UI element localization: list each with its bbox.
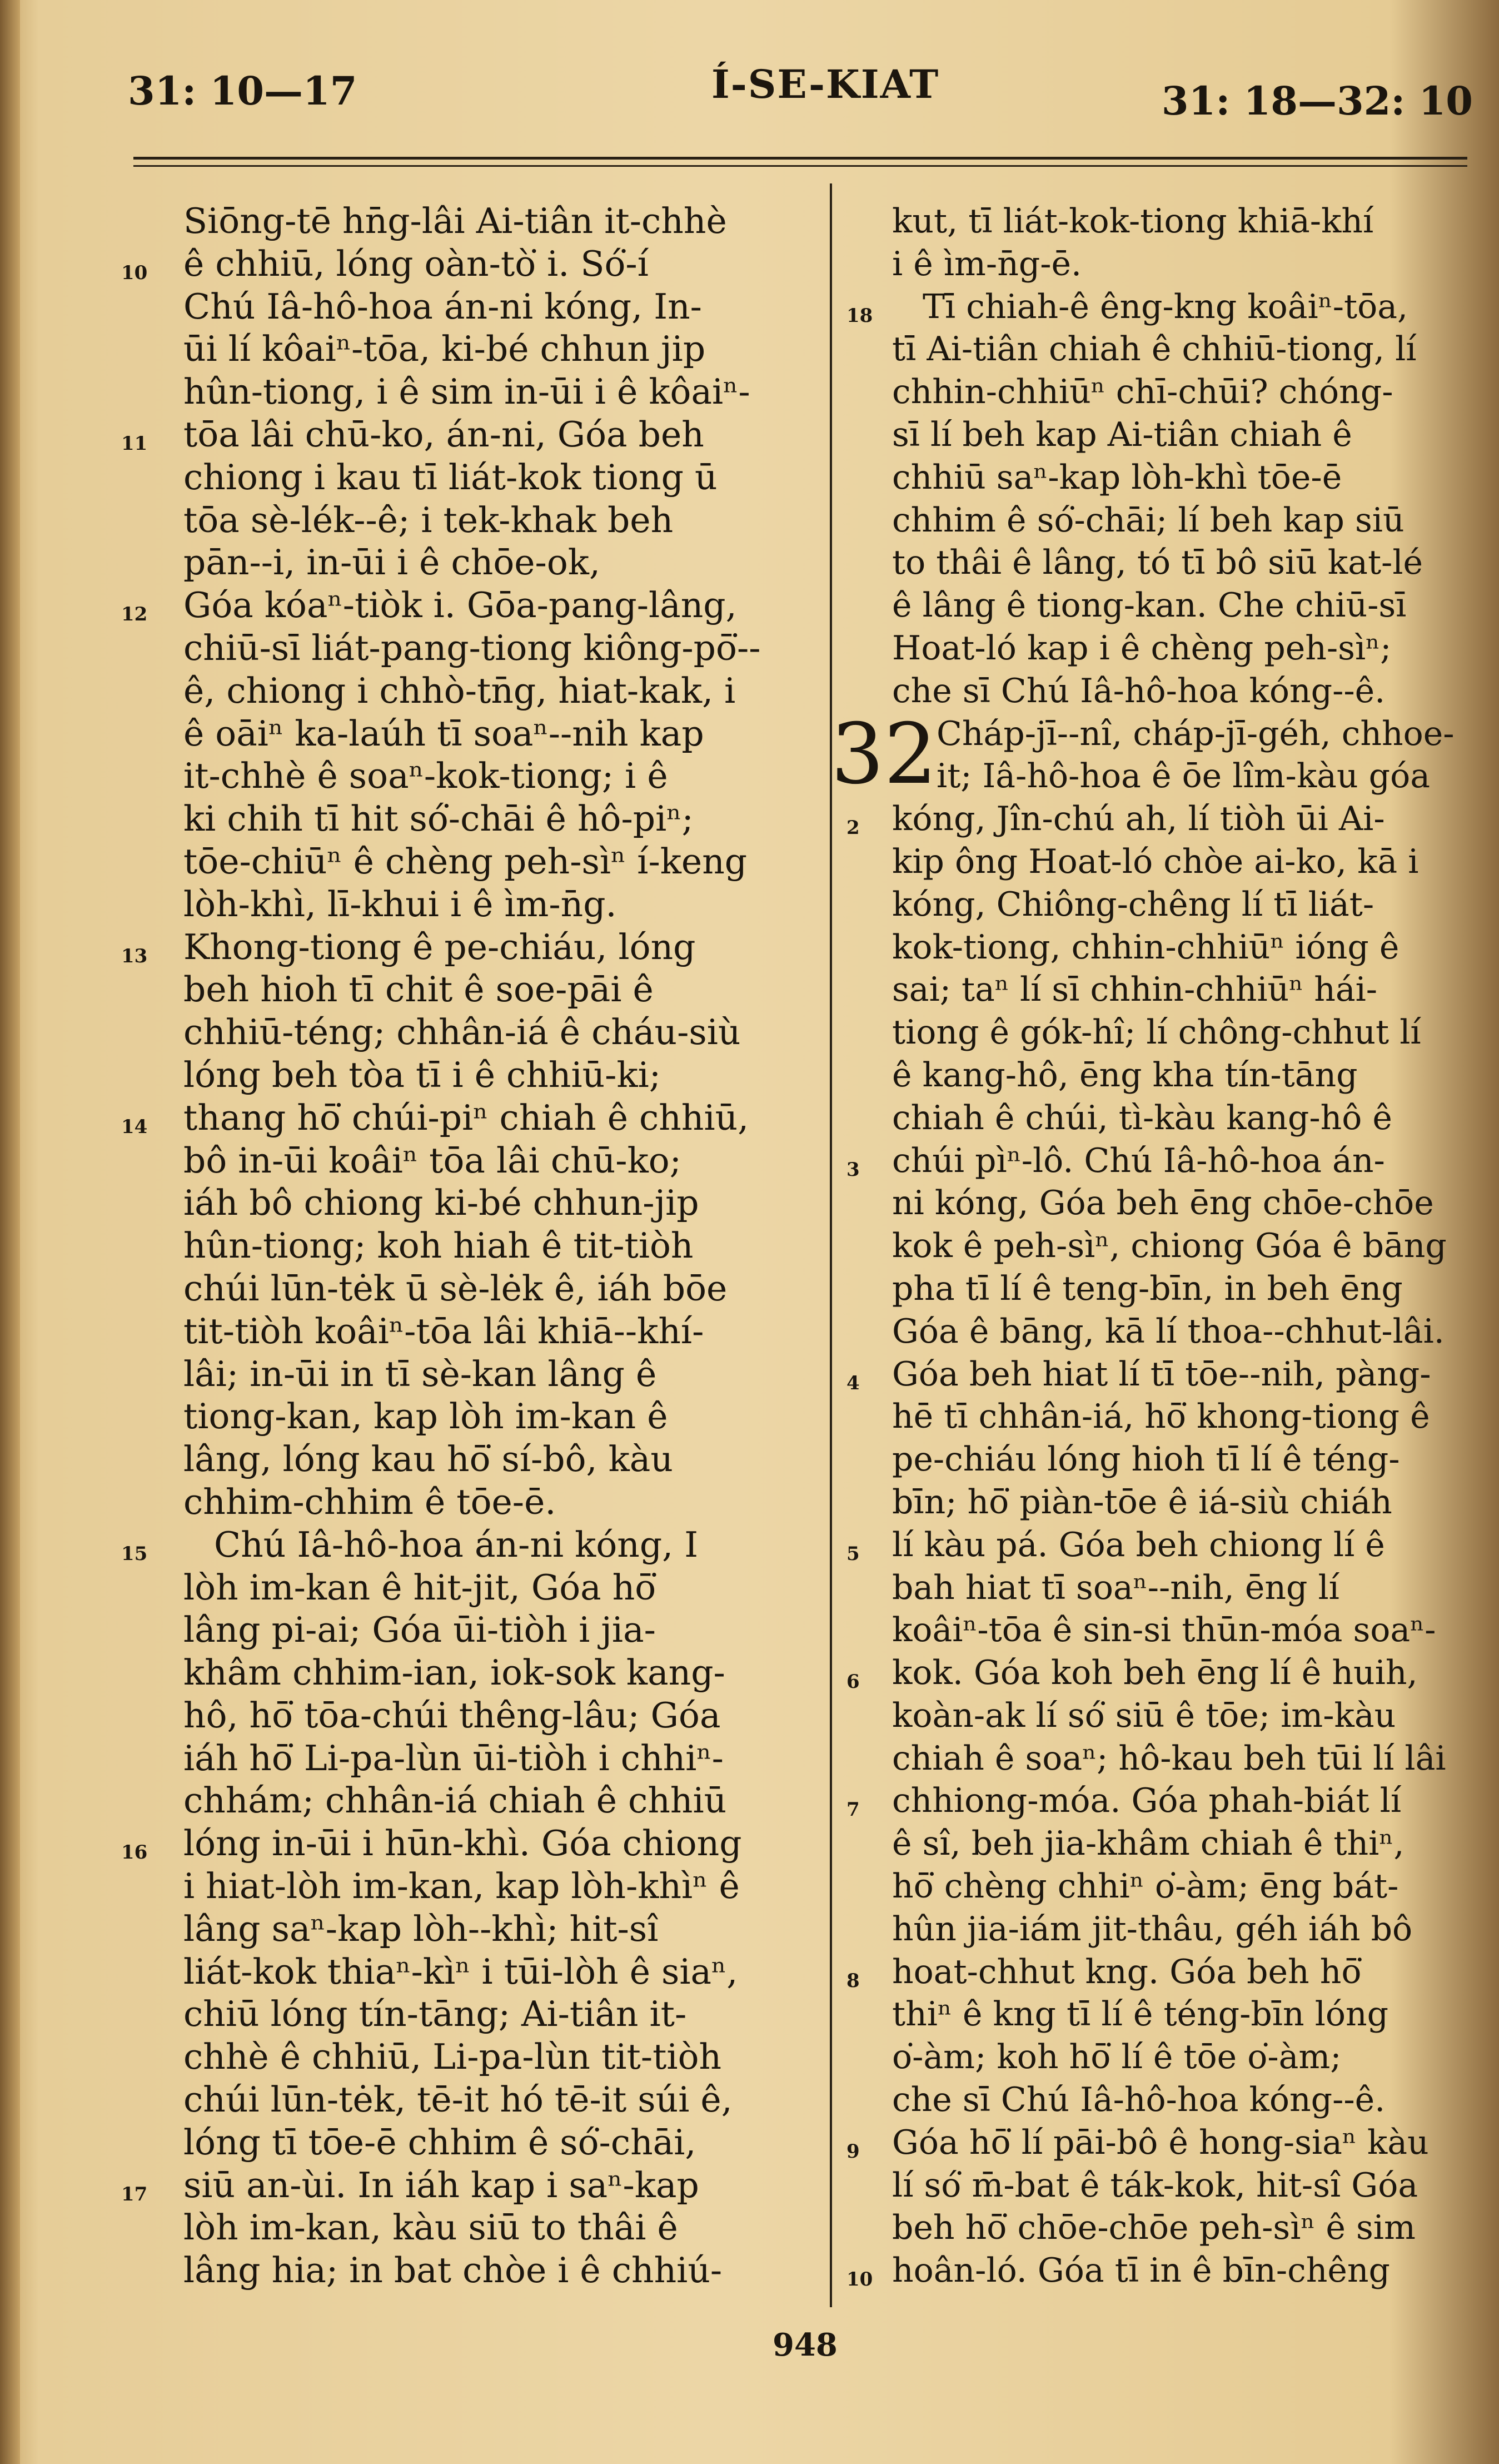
line-text: lâng pi-ai; Góa ūi-tiòh i jia- — [183, 1609, 656, 1651]
text-line — [183, 1310, 800, 1353]
line-text: ki chih tī hit só͘-chāi ê hô-piⁿ; — [183, 798, 694, 839]
line-text: lâi; in-ūi in tī sè-kan lâng ê — [183, 1353, 657, 1394]
line-text: beh hō͘ chōe-chōe peh-sìⁿ ê sim — [892, 2208, 1416, 2248]
text-line — [183, 798, 800, 841]
text-line — [183, 1481, 800, 1524]
line-text: hûn jia-iám jit-thâu, géh iáh bô — [892, 1909, 1413, 1949]
text-line — [892, 670, 1476, 713]
text-line — [183, 2036, 800, 2079]
line-text: chhiū-téng; chhân-iá ê cháu-siù — [183, 1012, 741, 1053]
line-text: kut, tī liát-kok-tiong khiā-khí — [892, 202, 1374, 241]
text-line — [183, 1780, 800, 1822]
text-line — [121, 926, 800, 969]
running-header — [128, 61, 1473, 133]
line-text: hē tī chhân-iá, hō͘ khong-tiong ê — [892, 1397, 1430, 1437]
text-line — [183, 1652, 800, 1695]
verse-number: 2 — [846, 817, 860, 839]
line-text: lí kàu pá. Góa beh chiong lí ê — [892, 1525, 1385, 1564]
line-text: kok-tiong, chhin-chhiūⁿ ióng ê — [892, 927, 1400, 967]
text-line — [121, 414, 800, 456]
text-line — [183, 499, 800, 542]
text-line — [892, 1822, 1476, 1865]
text-line — [892, 1268, 1476, 1310]
text-line — [121, 1822, 800, 1865]
line-text: tōa sè-lék--ê; i tek-khak beh — [183, 499, 674, 540]
text-line — [892, 414, 1476, 456]
text-line — [183, 1695, 800, 1737]
line-text: Tī chiah-ê êng-kng koâiⁿ-tōa, — [923, 287, 1408, 326]
line-text: kok ê peh-sìⁿ, chiong Góa ê bāng — [892, 1226, 1447, 1266]
line-text: chhè ê chhiū, Li-pa-lùn tit-tiòh — [183, 2036, 722, 2078]
text-line — [892, 1438, 1476, 1481]
text-line — [183, 1993, 800, 2036]
text-line — [183, 755, 800, 798]
text-line — [183, 670, 800, 713]
line-text: chhiū saⁿ-kap lòh-khì tōe-ē — [892, 458, 1342, 497]
line-text: sai; taⁿ lí sī chhin-chhiūⁿ hái- — [892, 970, 1378, 1010]
verse-number: 13 — [121, 945, 148, 967]
text-line — [121, 584, 800, 627]
verse-number: 18 — [846, 304, 873, 327]
line-text: hoat-chhut kng. Góa beh hō͘ — [892, 1952, 1362, 1991]
text-line — [183, 1268, 800, 1310]
text-line — [892, 1908, 1476, 1951]
line-text: hûn-tiong; koh hiah ê tit-tiòh — [183, 1225, 694, 1266]
text-line — [846, 798, 1476, 841]
verse-number: 16 — [121, 1841, 148, 1864]
header-chapter-range-left: 31: 10—17 — [128, 68, 357, 114]
line-text: lâng saⁿ-kap lòh--khì; hit-sî — [183, 1908, 659, 1949]
line-text: lóng in-ūi i hūn-khì. Góa chiong — [183, 1823, 742, 1864]
line-text: hô, hō͘ tōa-chúi thêng-lâu; Góa — [183, 1695, 721, 1736]
text-line — [183, 2207, 800, 2249]
page-number: 948 — [773, 2327, 838, 2363]
line-text: Khong-tiong ê pe-chiáu, lóng — [183, 926, 696, 967]
line-text: lí só͘ m̄-bat ê ták-kok, hit-sî Góa — [892, 2165, 1418, 2205]
line-text: chiah ê chúi, tì-kàu kang-hô ê — [892, 1098, 1392, 1137]
line-text: Hoat-ló kap i ê chèng peh-sìⁿ; — [892, 628, 1392, 668]
line-text: iáh bô chiong ki-bé chhun-jip — [183, 1183, 699, 1224]
text-line — [892, 2207, 1476, 2249]
verse-number: 10 — [846, 2268, 873, 2291]
text-line — [892, 1567, 1476, 1609]
text-line — [892, 371, 1476, 414]
text-line — [183, 1737, 800, 1780]
line-text: kóng, Jîn-chú ah, lí tiòh ūi Ai- — [892, 799, 1385, 839]
text-line — [183, 2249, 800, 2292]
line-text: chhin-chhiūⁿ chī-chūi? chóng- — [892, 372, 1393, 412]
verse-number: 14 — [121, 1115, 148, 1138]
line-text: ê sî, beh jia-khâm chiah ê thiⁿ, — [892, 1824, 1405, 1864]
text-line — [183, 1567, 800, 1609]
verse-number: 8 — [846, 1969, 860, 1992]
line-text: siū an-ùi. In iáh kap i saⁿ-kap — [183, 2164, 699, 2205]
text-line — [892, 2164, 1476, 2207]
verse-number: 6 — [846, 1671, 860, 1693]
verse-number: 4 — [846, 1372, 860, 1394]
line-text: lòh im-kan ê hit-jit, Góa hō͘ — [183, 1567, 656, 1608]
text-line — [892, 926, 1476, 969]
text-line — [183, 1908, 800, 1951]
text-line — [183, 713, 800, 756]
verse-number: 12 — [121, 603, 148, 626]
text-line — [846, 1951, 1476, 1994]
text-line — [892, 1310, 1476, 1353]
verse-number: 7 — [846, 1799, 860, 1821]
line-text: chhiong-móa. Góa phah-biát lí — [892, 1781, 1402, 1821]
page-binding-edge — [0, 0, 20, 2464]
line-text: beh hioh tī chit ê soe-pāi ê — [183, 969, 654, 1010]
text-line — [892, 1395, 1476, 1438]
text-line — [121, 1097, 800, 1140]
text-line — [892, 1737, 1476, 1780]
line-text: i hiat-lòh im-kan, kap lòh-khìⁿ ê — [183, 1866, 740, 1907]
line-text: kok. Góa koh beh ēng lí ê huih, — [892, 1653, 1418, 1693]
line-text: bô in-ūi koâiⁿ tōa lâi chū-ko; — [183, 1140, 681, 1181]
line-text: iáh hō͘ Li-pa-lùn ūi-tiòh i chhiⁿ- — [183, 1737, 724, 1779]
verse-number: 10 — [121, 261, 148, 284]
line-text: ūi lí kôaiⁿ-tōa, ki-bé chhun jip — [183, 329, 706, 370]
text-line — [846, 2122, 1476, 2164]
line-text: chiah ê soaⁿ; hô-kau beh tūi lí lâi — [892, 1738, 1446, 1778]
text-line — [892, 1054, 1476, 1097]
line-text: ê oāiⁿ ka-laúh tī soaⁿ--nih kap — [183, 713, 704, 754]
line-text: chúi lūn-tėk, tē-it hó tē-it súi ê, — [183, 2079, 733, 2120]
line-text: tōa lâi chū-ko, án-ni, Góa beh — [183, 414, 704, 455]
line-text: chhám; chhân-iá chiah ê chhiū — [183, 1780, 727, 1821]
line-text: ê, chiong i chhò-tn̄g, hiat-kak, i — [183, 670, 736, 711]
line-text: lâng, lóng kau hō͘ sí-bô, kàu — [183, 1439, 673, 1480]
line-text: Cháp-jī--nî, cháp-jī-géh, chhoe- — [937, 714, 1455, 753]
text-line — [892, 542, 1476, 584]
column-divider — [830, 183, 832, 2307]
text-line — [183, 542, 800, 584]
text-line — [892, 1011, 1476, 1054]
line-text: hō͘ chèng chhiⁿ o͘-àm; ēng bát- — [892, 1867, 1399, 1906]
line-text: pān--i, in-ūi i ê chōe-ok, — [183, 542, 600, 583]
line-text: sī lí beh kap Ai-tiân chiah ê — [892, 415, 1352, 454]
line-text: lòh im-kan, kàu siū to thâi ê — [183, 2207, 678, 2248]
text-line — [846, 1524, 1476, 1567]
line-text: thiⁿ ê kng tī lí ê téng-bīn lóng — [892, 1995, 1389, 2034]
verse-number: 9 — [846, 2140, 860, 2163]
header-rule — [133, 157, 1467, 167]
line-text: Góa beh hiat lí tī tōe--nih, pàng- — [892, 1354, 1431, 1394]
text-line — [183, 328, 800, 371]
text-line — [183, 1140, 800, 1183]
text-line — [183, 1438, 800, 1481]
text-line — [892, 755, 1476, 798]
text-line — [183, 2079, 800, 2122]
text-line — [846, 1652, 1476, 1695]
text-line — [846, 2249, 1476, 2292]
text-line — [183, 841, 800, 883]
text-line — [892, 841, 1476, 883]
text-line — [892, 1865, 1476, 1908]
text-line — [892, 584, 1476, 627]
text-line — [183, 627, 800, 670]
line-text: tit-tiòh koâiⁿ-tōa lâi khiā--khí- — [183, 1310, 704, 1352]
text-line — [183, 1609, 800, 1652]
text-line — [183, 968, 800, 1011]
right-text-column — [831, 200, 1476, 2292]
line-text: che sī Chú Iâ-hô-hoa kóng--ê. — [892, 2080, 1386, 2120]
line-text: ê lâng ê tiong-kan. Che chiū-sī — [892, 586, 1407, 625]
line-text: liát-kok thiaⁿ-kìⁿ i tūi-lòh ê siaⁿ, — [183, 1951, 738, 1992]
verse-number: 3 — [846, 1158, 860, 1181]
text-line — [892, 1097, 1476, 1140]
chapter-number: 32 — [831, 706, 937, 803]
text-line — [846, 1140, 1476, 1183]
text-line — [892, 968, 1476, 1011]
line-text: Góa kóaⁿ-tiòk i. Gōa-pang-lâng, — [183, 585, 737, 626]
text-line — [183, 883, 800, 926]
line-text: tiong-kan, kap lòh im-kan ê — [183, 1396, 668, 1437]
text-line — [892, 1609, 1476, 1652]
text-line — [892, 1225, 1476, 1268]
text-line — [183, 1182, 800, 1225]
line-text: bīn; hō͘ piàn-tōe ê iá-siù chiáh — [892, 1482, 1392, 1522]
line-text: lòh-khì, lī-khui i ê ìm-n̄g. — [183, 883, 617, 925]
text-line — [183, 2122, 800, 2164]
text-line — [121, 243, 800, 286]
text-line — [892, 627, 1476, 670]
text-line — [892, 1182, 1476, 1225]
text-line — [183, 1865, 800, 1908]
line-text: Siōng-tē hn̄g-lâi Ai-tiân it-chhè — [183, 201, 727, 241]
line-text: chiong i kau tī liát-kok tiong ū — [183, 456, 718, 498]
text-line — [183, 1054, 800, 1097]
line-text: chhim ê só͘-chāi; lí beh kap siū — [892, 500, 1405, 540]
line-text: koàn-ak lí só͘ siū ê tōe; im-kàu — [892, 1696, 1396, 1735]
line-text: lâng hia; in bat chòe i ê chhiú- — [183, 2250, 723, 2291]
verse-number: 5 — [846, 1542, 860, 1565]
text-line — [892, 243, 1476, 286]
text-line — [183, 371, 800, 414]
header-chapter-range-right: 31: 18—32: 10 — [1161, 78, 1473, 124]
line-text: pe-chiáu lóng hioh tī lí ê téng- — [892, 1440, 1400, 1479]
line-text: Chú Iâ-hô-hoa án-ni kóng, In- — [183, 286, 702, 327]
text-line — [183, 1951, 800, 1994]
verse-number: 11 — [121, 432, 148, 455]
text-line — [183, 1353, 800, 1396]
line-text: hûn-tiong, i ê sim in-ūi i ê kôaiⁿ- — [183, 371, 750, 413]
text-line — [892, 1695, 1476, 1737]
text-line — [892, 883, 1476, 926]
header-book-title: Í-SE-KIAT — [711, 61, 940, 107]
line-text: Góa ê bāng, kā lí thoa--chhut-lâi. — [892, 1312, 1445, 1351]
line-text: thang hō͘ chúi-piⁿ chiah ê chhiū, — [183, 1097, 749, 1138]
verse-number: 17 — [121, 2183, 148, 2205]
line-text: tiong ê gók-hî; lí chông-chhut lí — [892, 1013, 1421, 1052]
text-line — [892, 1481, 1476, 1524]
line-text: lóng tī tōe-ē chhim ê só͘-chāi, — [183, 2122, 696, 2163]
line-text: ê chhiū, lóng oàn-tò͘ i. Só͘-í — [183, 243, 649, 284]
line-text: bah hiat tī soaⁿ--nih, ēng lí — [892, 1568, 1339, 1607]
line-text: chúi lūn-tėk ū sè-lėk ê, iáh bōe — [183, 1268, 728, 1309]
text-line — [892, 328, 1476, 371]
left-text-column — [121, 200, 800, 2292]
line-text: to thâi ê lâng, tó tī bô siū kat-lé — [892, 543, 1423, 583]
line-text: chúi pìⁿ-lô. Chú Iâ-hô-hoa án- — [892, 1141, 1385, 1180]
text-line — [892, 200, 1476, 243]
text-line — [183, 1011, 800, 1054]
line-text: ni kóng, Góa beh ēng chōe-chōe — [892, 1184, 1434, 1223]
text-line — [121, 2164, 800, 2207]
text-line — [846, 1353, 1476, 1396]
line-text: tī Ai-tiân chiah ê chhiū-tiong, lí — [892, 330, 1417, 369]
line-text: it-chhè ê soaⁿ-kok-tiong; i ê — [183, 756, 668, 797]
line-text: o͘-àm; koh hō͘ lí ê tōe o͘-àm; — [892, 2038, 1342, 2077]
line-text: khâm chhim-ian, iok-sok kang- — [183, 1652, 725, 1693]
line-text: koâiⁿ-tōa ê sin-si thūn-móa soaⁿ- — [892, 1611, 1436, 1650]
line-text: chhim-chhim ê tōe-ē. — [183, 1481, 556, 1522]
verse-number: 15 — [121, 1542, 148, 1565]
text-line — [892, 456, 1476, 499]
line-text: chiū lóng tín-tāng; Ai-tiân it- — [183, 1994, 687, 2035]
text-line — [183, 456, 800, 499]
text-line — [846, 1780, 1476, 1822]
text-line — [892, 499, 1476, 542]
text-line — [183, 286, 800, 329]
text-line — [892, 2036, 1476, 2079]
line-text: kip ông Hoat-ló chòe ai-ko, kā i — [892, 842, 1419, 881]
line-text: che sī Chú Iâ-hô-hoa kóng--ê. — [892, 671, 1386, 711]
line-text: Chú Iâ-hô-hoa án-ni kóng, I — [214, 1524, 699, 1565]
text-line — [183, 1225, 800, 1268]
line-text: tōe-chiūⁿ ê chèng peh-sìⁿ í-keng — [183, 841, 748, 882]
line-text: it; Iâ-hô-hoa ê ōe lîm-kàu góa — [937, 757, 1430, 796]
text-line — [183, 200, 800, 243]
line-text: kóng, Chiông-chêng lí tī liát- — [892, 885, 1375, 924]
line-text: ê kang-hô, ēng kha tín-tāng — [892, 1055, 1358, 1095]
text-line — [892, 1993, 1476, 2036]
text-line — [121, 1524, 800, 1567]
text-line — [892, 2079, 1476, 2122]
line-text: lóng beh tòa tī i ê chhiū-ki; — [183, 1054, 661, 1095]
line-text: hoân-ló. Góa tī in ê bīn-chêng — [892, 2251, 1390, 2291]
line-text: pha tī lí ê teng-bīn, in beh ēng — [892, 1269, 1403, 1308]
line-text: Góa hō͘ lí pāi-bô ê hong-siaⁿ kàu — [892, 2123, 1429, 2162]
line-text: i ê ìm-n̄g-ē. — [892, 244, 1082, 284]
text-line — [846, 286, 1476, 329]
line-text: chiū-sī liát-pang-tiong kiông-pō͘-- — [183, 627, 761, 668]
text-line — [183, 1395, 800, 1438]
